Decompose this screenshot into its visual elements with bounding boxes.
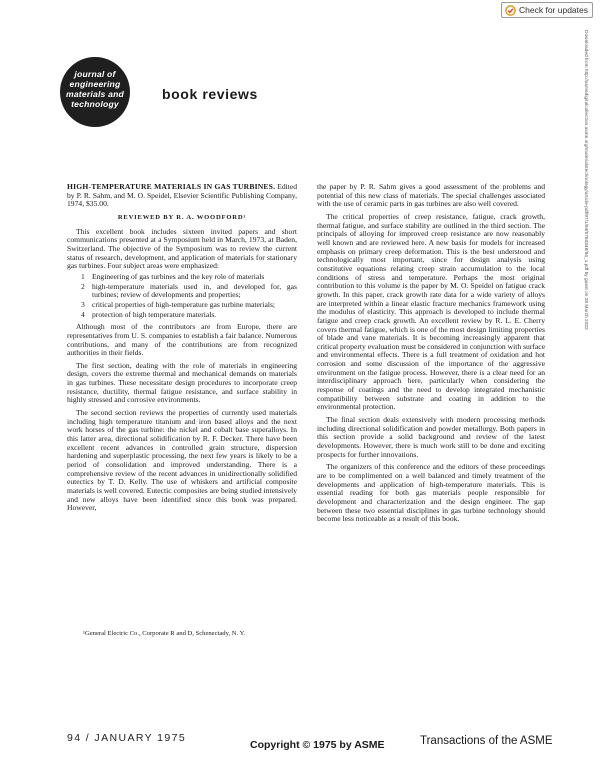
download-margin-note: Downloaded from http://asmedigitalcollection.asme.org/materialstechnology/article-pdf/97/1/94/5760348/94_1.pdf by guest on 28 March 2022 xyxy=(583,30,588,330)
seal-line: technology xyxy=(71,99,119,109)
journal-name-footer: Transactions of the ASME xyxy=(420,735,553,747)
book-title: HIGH-TEMPERATURE MATERIALS IN GAS TURBINES. xyxy=(67,182,276,191)
check-for-updates-button[interactable] xyxy=(501,2,593,18)
reviewer-line: REVIEWED BY R. A. WOODFORD¹ xyxy=(117,213,247,221)
body-paragraph: The organizers of this conference and the editors of these proceedings are to be complimented on a well balanced and timely treatment of the developments and application of high-temperature materials. This is essential reading for both gas materials people responsible for development and characterization and the design engineer. The gap between these two essential disciplines in gas turbine technology should become less noticeable as a result of this book. xyxy=(317,462,545,524)
right-column xyxy=(317,183,545,524)
body-paragraph: Although most of the contributors are from Europe, there are representatives from U. S. companies to establish a fair balance. Numerous contributions, and many of the contributions are from recognized authorities in their fields. xyxy=(67,322,297,358)
section-heading: book reviews xyxy=(162,86,258,102)
left-column xyxy=(67,183,297,513)
body-paragraph: the paper by P. R. Sahm gives a good assessment of the problems and potential of this new class of materials. The special challenges associated with the use of ceramic parts in gas turbines are also well covered. xyxy=(317,182,545,209)
journal-seal-logo xyxy=(60,57,130,127)
copyright-notice: Copyright © 1975 by ASME xyxy=(250,739,385,751)
book-citation xyxy=(67,183,297,209)
seal-line: engineering xyxy=(69,79,121,89)
topic-item: 3 critical properties of high-temperature gas turbine materials; xyxy=(81,299,276,309)
page-number-date: 94 / JANUARY 1975 xyxy=(67,732,187,744)
topic-text: Engineering of gas turbines and the key role of materials xyxy=(92,271,265,281)
check-for-updates-label: Check for updates xyxy=(519,5,588,15)
update-check-icon xyxy=(505,5,516,16)
body-paragraph: The first section, dealing with the role of materials in engineering design, covers the extreme thermal and mechanical demands on materials in gas turbines. These necessitate design procedures to incorporate creep resistance, ductility, thermal fatigue resistance, and surface stability in highly stressed and corrosive environments. xyxy=(67,360,297,405)
body-paragraph: The second section reviews the properties of currently used materials including high temperature titanium and iron based alloys and the next work horses of the gas turbine: the nickel and cobalt base superalloys. In this latter area, directional solidification by R. F. Decker. There have been excellent recent advances in controlled grain structure, dispersion hardening and superplastic processing, the next few years is likely to be a period of consolidation and improved understanding. There is a comprehensive review of the recent advances in unidirectionally solidified eutectics by T. D. Kelly. The use of whiskers and artificial composite materials is well covered. Eutectic composites are being studied intensively and new alloys have been identified since this book was prepared. However, xyxy=(67,408,297,513)
body-paragraph: This excellent book includes sixteen invited papers and short communications presented at a Symposium held in March, 1973, at Baden, Switzerland. The objective of the Symposium was to review the current status of research, development, and application of materials for stationary gas turbines. Four subject areas were emphasized: xyxy=(67,226,297,271)
topic-text: protection of high temperature materials. xyxy=(92,309,217,319)
topic-item: 4 protection of high temperature materials. xyxy=(81,309,217,319)
topic-item: 2 high-temperature materials used in, and developed for, gas turbines; review of developments and properties; xyxy=(81,281,297,300)
topic-list xyxy=(67,273,297,319)
seal-line: materials and xyxy=(65,89,124,99)
topic-item: 1 Engineering of gas turbines and the key role of materials xyxy=(81,271,265,281)
topic-text: high-temperature materials used in, and developed for, gas turbines; review of developments and properties; xyxy=(92,281,297,300)
book-publication-details: Edited by P. R. Sahm, and M. O. Speidel, Elsevier Scientific Publishing Company, 1974, $35.00. xyxy=(67,182,298,209)
topic-text: critical properties of high-temperature gas turbine materials; xyxy=(92,299,276,309)
reviewer-affiliation-footnote: ¹General Electric Co., Corporate R and D, Schenectady, N. Y. xyxy=(83,630,246,637)
body-paragraph: The final section deals extensively with modern processing methods including directional solidification and powder metallurgy. Both papers in this section provide a solid background and review of the latest developments. However, there is much work still to be done and exciting prospects for further innovations. xyxy=(317,415,545,459)
seal-line: journal of xyxy=(74,69,116,79)
body-paragraph: The critical properties of creep resistance, fatigue, crack growth, thermal fatigue, and surface stability are outlined in the third section. The principals of alloying for improved creep resistance are now reasonably well known and are reviewed here. A new basis for models for increased emphasis on primary creep deformation. This is the best understood and technologically most important, since for design analysis using constitutive equations relating creep strain accumulation to the local conditions of stress and temperature. Perhaps the most original contribution to this volume is the paper by M. O. Speidel on fatigue crack growth. In this paper, crack growth rate data for a wide variety of alloys are interpreted within a linear elastic fracture mechanics framework using the modulus of elasticity. This approach is developed to include thermal fatigue and creep crack growth. An excellent review by R. L. E. Cherry covers thermal fatigue, which is one of the most design limiting properties of blade and vane materials. It is becoming increasingly apparent that critical property evaluation must be considered in conjunction with surface and environmental effects. There is a full treatment of oxidation and hot corrosion and some discussion of the importance of the aggressive environment on the fatigue process. However, there is a clear need for an interdisciplinary approach here, particularly when considering the response of coatings and the need to develop integrated mechanistic compatibility between substrate and coating in addition to the environmental protection. xyxy=(317,211,545,412)
